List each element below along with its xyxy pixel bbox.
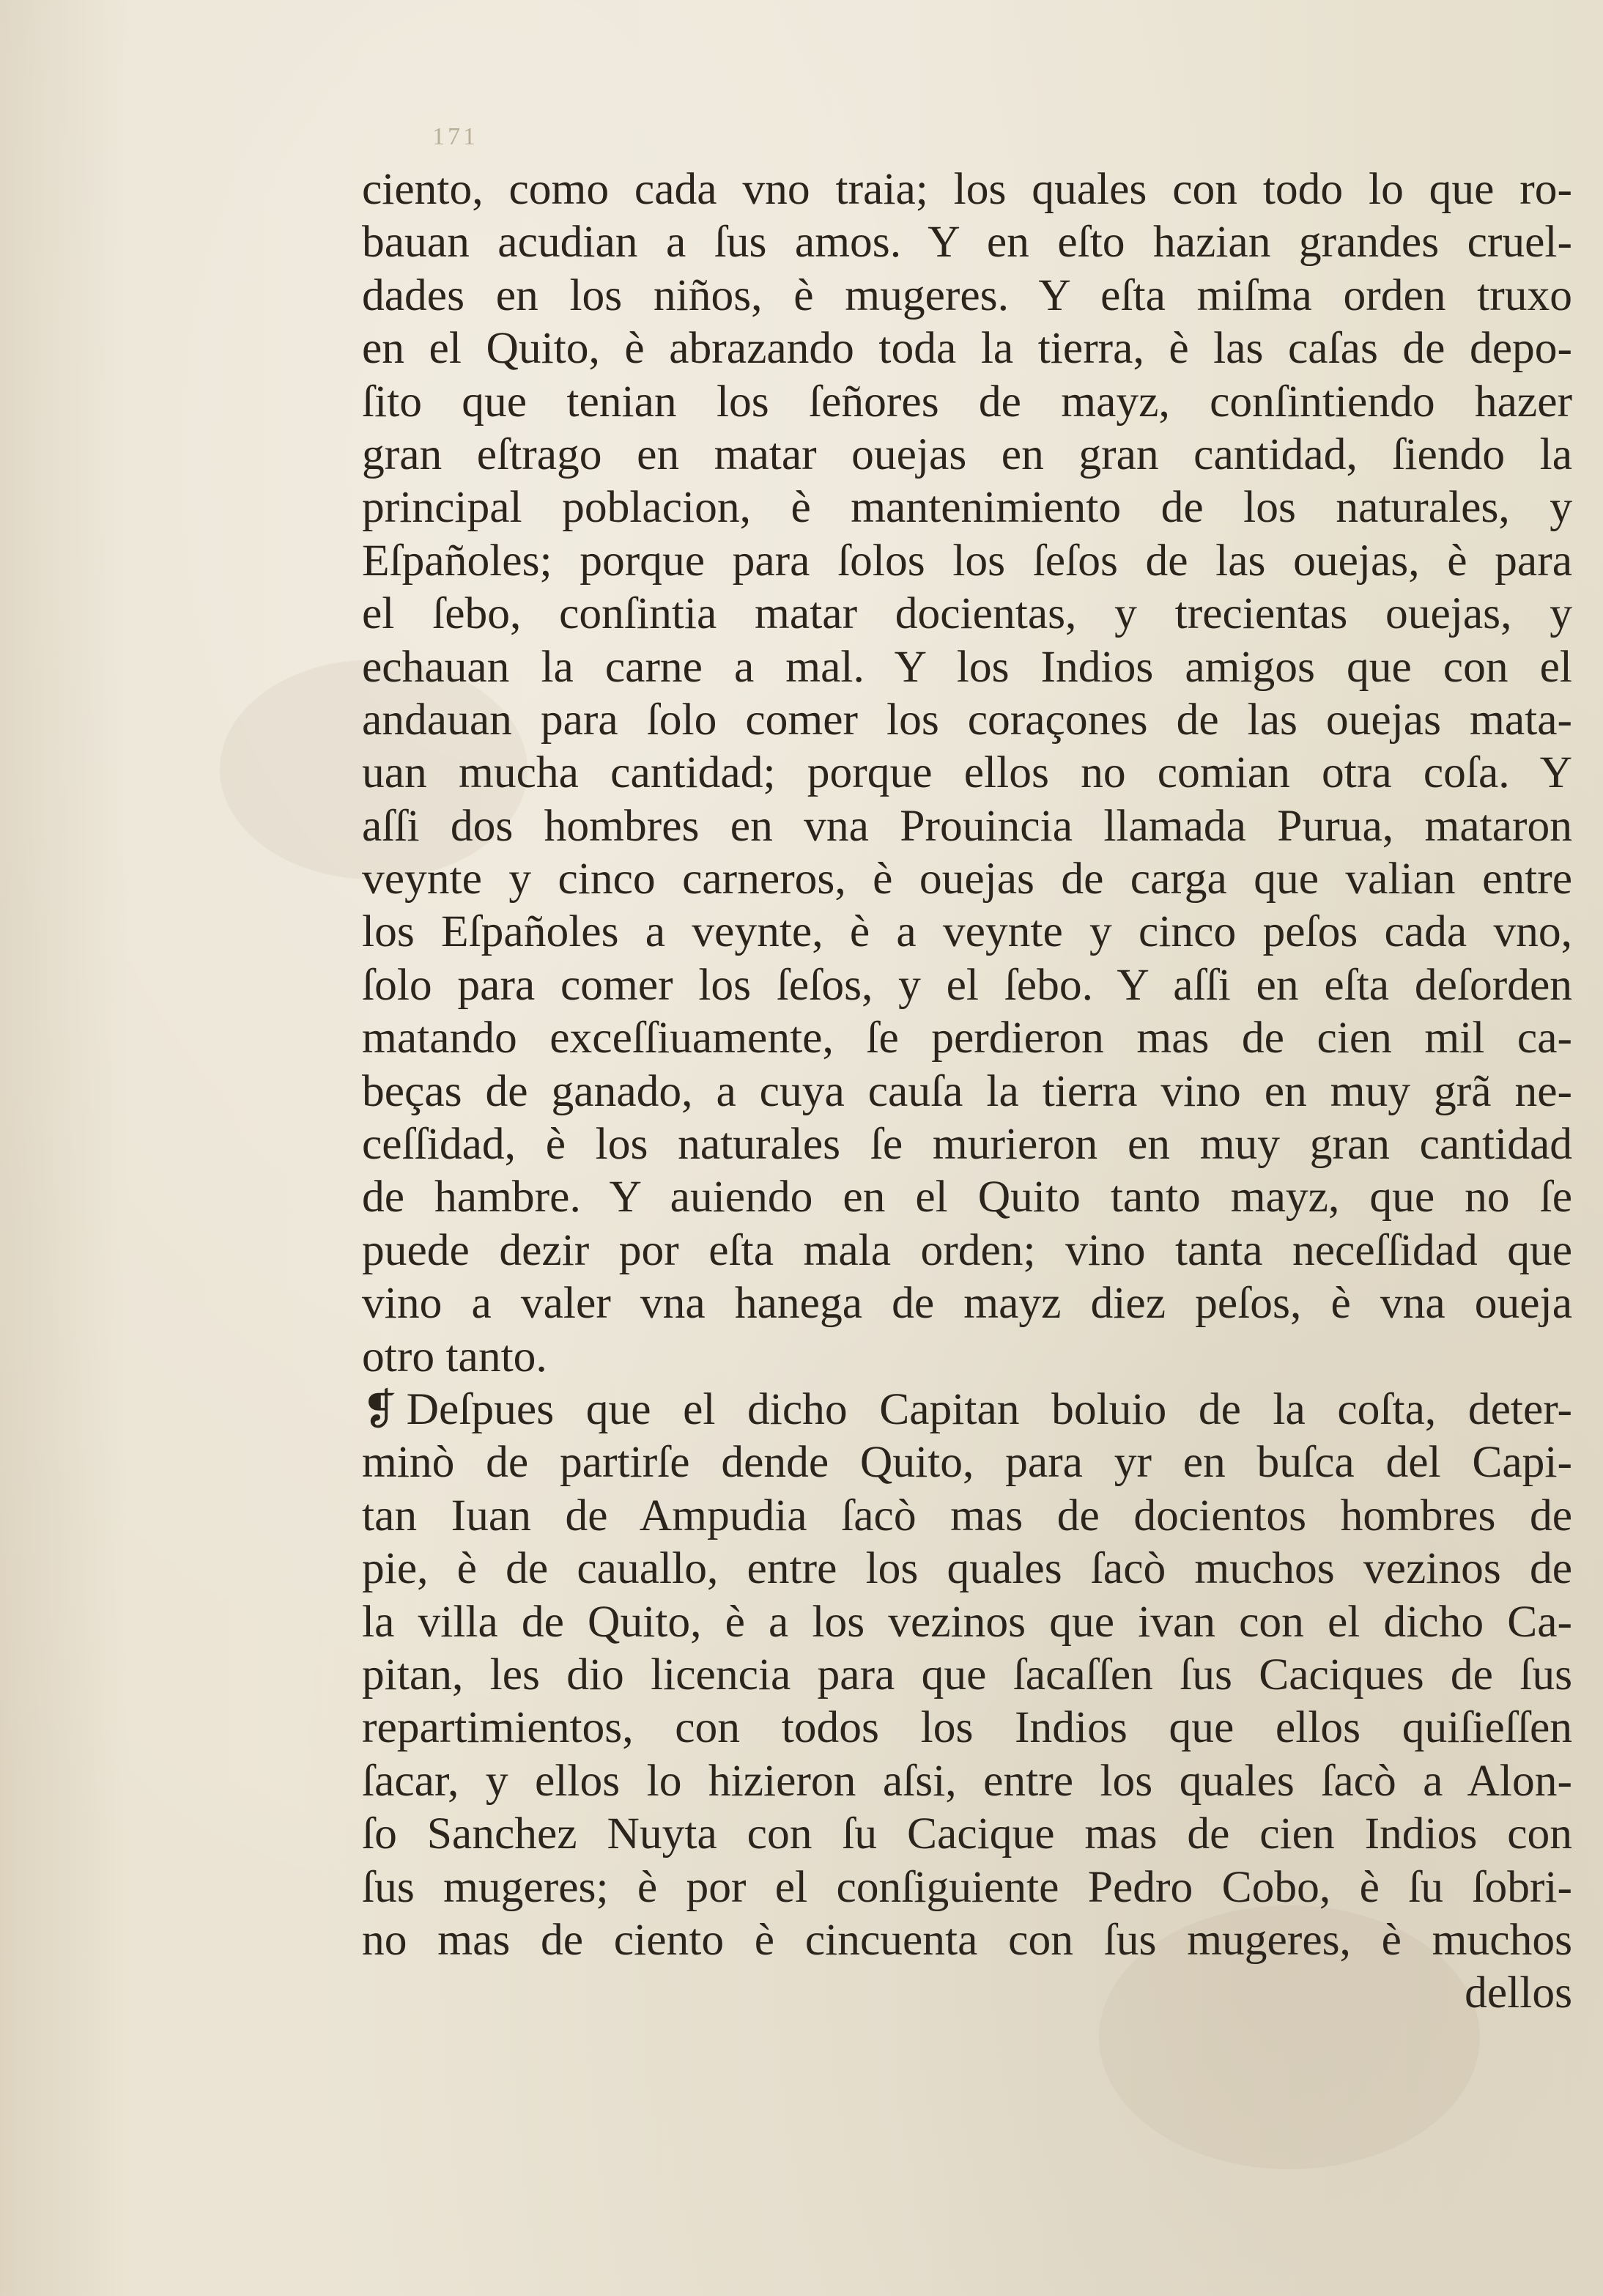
text-line: ciento, como cada vno traia; los quales con todo lo que ro- xyxy=(362,164,1572,214)
text-line: de hambre. Y auiendo en el Quito tanto mayz, que no ſe xyxy=(362,1172,1572,1222)
text-line: dades en los niños, è mugeres. Y eſta miſma orden truxo xyxy=(362,270,1572,320)
text-line: el ſebo, conſintia matar docientas, y trecientas ouejas, y xyxy=(362,588,1572,639)
text-line: beças de ganado, a cuya cauſa la tierra vino en muy grã ne- xyxy=(362,1066,1572,1116)
text-line: Eſpañoles; porque para ſolos los ſeſos de las ouejas, è para xyxy=(362,535,1572,586)
paragraph-line xyxy=(362,1383,1572,1436)
text-block xyxy=(362,163,1572,2020)
paragraph-mark: ❡ xyxy=(362,1385,398,1433)
text-line: repartimientos, con todos los Indios que ellos quiſieſſen xyxy=(362,1702,1572,1753)
text-line: no mas de ciento è cincuenta con ſus mugeres, è muchos xyxy=(362,1914,1572,1965)
text-line: la villa de Quito, è a los vezinos que ivan con el dicho Ca- xyxy=(362,1596,1572,1647)
catchword: dellos xyxy=(1465,1968,1572,2018)
page-number: 171 xyxy=(432,123,478,150)
text-line: gran eſtrago en matar ouejas en gran cantidad, ſiendo la xyxy=(362,429,1572,479)
text-line: ſacar, y ellos lo hizieron aſsi, entre los quales ſacò a Alon- xyxy=(362,1755,1572,1806)
text-line: vino a valer vna hanega de mayz diez peſos, è vna oueja xyxy=(362,1278,1572,1329)
text-line: minò de partirſe dende Quito, para yr en buſca del Capi- xyxy=(362,1437,1572,1488)
text-line: matando exceſſiuamente, ſe perdieron mas de cien mil ca- xyxy=(362,1013,1572,1063)
text-line: principal poblacion, è mantenimiento de los naturales, y xyxy=(362,482,1572,533)
text-line: ſus mugeres; è por el conſiguiente Pedro Cobo, è ſu ſobri- xyxy=(362,1861,1572,1912)
text-line: aſſi dos hombres en vna Prouincia llamada Purua, mataron xyxy=(362,800,1572,851)
text-line: ſo Sanchez Nuyta con ſu Cacique mas de cien Indios con xyxy=(362,1809,1572,1859)
text-line: tan Iuan de Ampudia ſacò mas de docientos hombres de xyxy=(362,1490,1572,1540)
text-line: ceſſidad, è los naturales ſe murieron en muy gran cantidad xyxy=(362,1119,1572,1170)
text-line: puede dezir por eſta mala orden; vino tanta neceſſidad que xyxy=(362,1225,1572,1275)
text-line: pie, è de cauallo, entre los quales ſacò muchos vezinos de xyxy=(362,1543,1572,1594)
text-line: bauan acudian a ſus amos. Y en eſto hazian grandes cruel- xyxy=(362,217,1572,267)
text-line: otro tanto. xyxy=(362,1331,547,1381)
text-line: ſolo para comer los ſeſos, y el ſebo. Y aſſi en eſta deſorden xyxy=(362,959,1572,1010)
text-line: ſito que tenian los ſeñores de mayz, conſintiendo hazer xyxy=(362,376,1572,427)
text-line: pitan, les dio licencia para que ſacaſſen ſus Caciques de ſus xyxy=(362,1649,1572,1699)
text-line: los Eſpañoles a veynte, è a veynte y cinco peſos cada vno, xyxy=(362,907,1572,957)
text-line: en el Quito, è abrazando toda la tierra, è las caſas de depo- xyxy=(362,323,1572,374)
text-line: andauan para ſolo comer los coraçones de las ouejas mata- xyxy=(362,694,1572,745)
text-line: echauan la carne a mal. Y los Indios amigos que con el xyxy=(362,641,1572,692)
text-line: uan mucha cantidad; porque ellos no comian otra coſa. Y xyxy=(362,748,1572,798)
text-line: Deſpues que el dicho Capitan boluio de la coſta, deter- xyxy=(406,1384,1572,1434)
text-line: veynte y cinco carneros, è ouejas de carga que valian entre xyxy=(362,854,1572,904)
